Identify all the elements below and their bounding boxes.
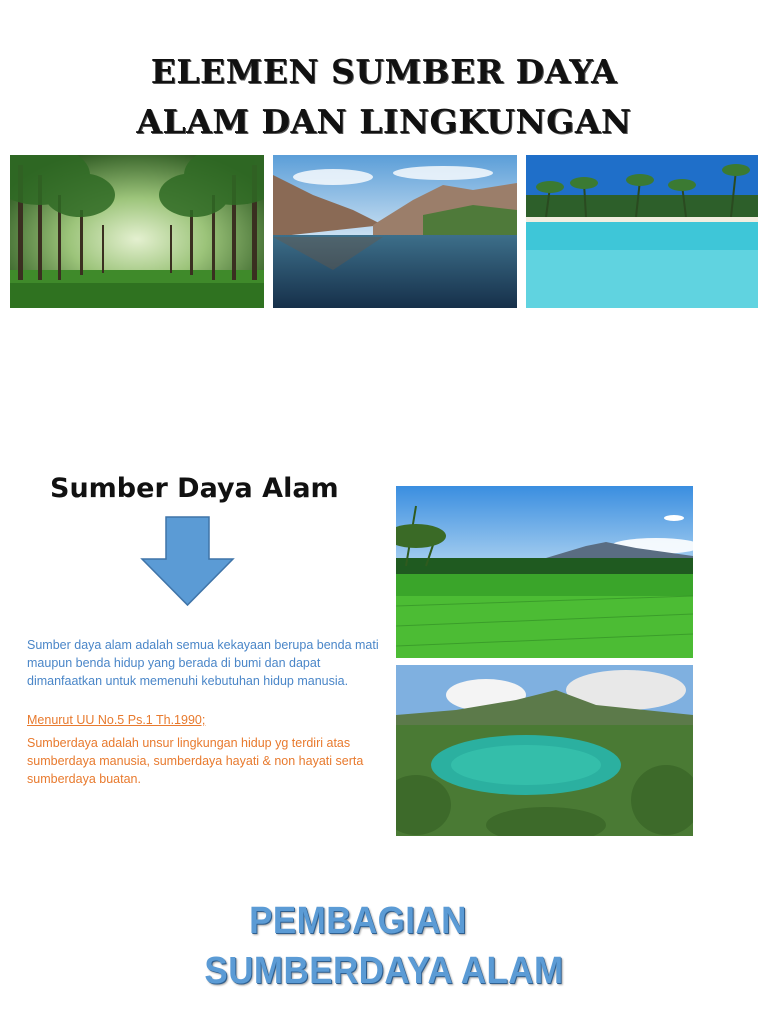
- section-heading: Sumber Daya Alam: [50, 473, 339, 504]
- arrow-down-icon: [140, 515, 235, 607]
- page-title-line-2: ALAM DAN LINGKUNGAN: [136, 102, 632, 141]
- mountain-lake-photo: [273, 155, 517, 308]
- page-title-line-1: ELEMEN SUMBER DAYA: [150, 52, 618, 91]
- footer-title-line-2: SUMBERDAYA ALAM: [204, 950, 564, 992]
- tropical-beach-photo: [526, 155, 758, 308]
- footer-title-line-1: PEMBAGIAN: [249, 900, 467, 942]
- forest-photo: [10, 155, 264, 308]
- rice-field-photo: [396, 486, 693, 658]
- reference-text: Sumberdaya adalah unsur lingkungan hidup yg terdiri atas sumberdaya manusia, sumberdaya hayati & non hayati serta sumberdaya buatan.: [27, 736, 364, 786]
- crater-lake-photo: [396, 665, 693, 836]
- reference-title: Menurut UU No.5 Ps.1 Th.1990;: [27, 713, 206, 727]
- definition-text: Sumber daya alam adalah semua kekayaan berupa benda mati maupun benda hidup yang berada di bumi dan dapat dimanfaatkan untuk memenuhi kebutuhan hidup manusia.: [27, 638, 379, 688]
